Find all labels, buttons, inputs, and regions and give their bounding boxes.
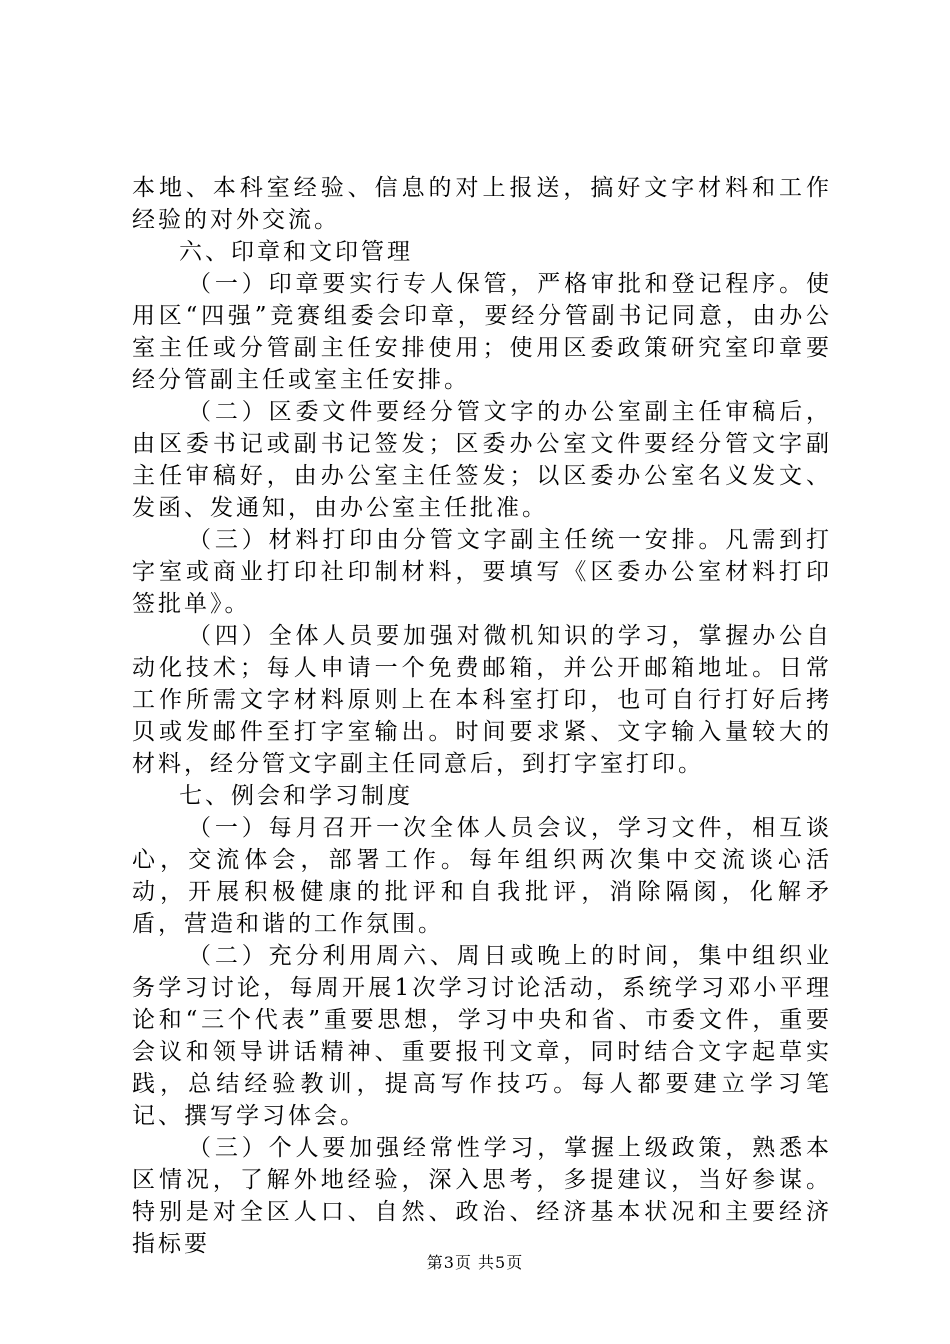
paragraph-monthly-meeting: （一）每月召开一次全体人员会议，学习文件，相互谈心，交流体会，部署工作。每年组织两次集中交流谈心活动，开展积极健康的批评和自我批评，消除隔阂，化解矛盾，营造和谐的工作氛围。 xyxy=(132,815,832,937)
section-heading-meetings-study: 七、例会和学习制度 xyxy=(179,783,413,809)
paragraph-continuation: 本地、本科室经验、信息的对上报送，搞好文字材料和工作经验的对外交流。 xyxy=(132,175,832,233)
paragraph-document-signoff: （二）区委文件要经分管文字的办公室副主任审稿后，由区委书记或副书记签发；区委办公室文件要经分管文字副主任审稿好，由办公室主任签发；以区委办公室名义发文、发函、发通知，由办公室主任批准。 xyxy=(132,399,832,521)
paragraph-seal-custody: （一）印章要实行专人保管，严格审批和登记程序。使用区“四强”竞赛组委会印章，要经分管副书记同意，由办公室主任或分管副主任安排使用；使用区委政策研究室印章要经分管副主任或室主任安排。 xyxy=(132,271,832,393)
paragraph-computer-skills: （四）全体人员要加强对微机知识的学习，掌握办公自动化技术；每人申请一个免费邮箱，并公开邮箱地址。日常工作所需文字材料原则上在本科室打印，也可自行打好后拷贝或发邮件至打字室输出。时间要求紧、文字输入量较大的材料，经分管文字副主任同意后，到打字室打印。 xyxy=(132,623,832,777)
document-body xyxy=(132,172,832,1260)
paragraph-weekly-study: （二）充分利用周六、周日或晚上的时间，集中组织业务学习讨论，每周开展1次学习讨论活动，系统学习邓小平理论和“三个代表”重要思想，学习中央和省、市委文件，重要会议和领导讲话精神、重要报刊文章，同时结合文字起草实践，总结经验教训，提高写作技巧。每人都要建立学习笔记、撰写学习体会。 xyxy=(132,943,832,1129)
page-number-footer: 第3页 共5页 xyxy=(426,1253,524,1272)
paragraph-personal-study: （三）个人要加强经常性学习，掌握上级政策，熟悉本区情况，了解外地经验，深入思考，多提建议，当好参谋。特别是对全区人口、自然、政治、经济基本状况和主要经济指标要 xyxy=(132,1135,832,1257)
paragraph-printing-arrangement: （三）材料打印由分管文字副主任统一安排。凡需到打字室或商业打印社印制材料，要填写《区委办公室材料打印签批单》。 xyxy=(132,527,832,617)
section-heading-seal-management: 六、印章和文印管理 xyxy=(179,239,413,265)
